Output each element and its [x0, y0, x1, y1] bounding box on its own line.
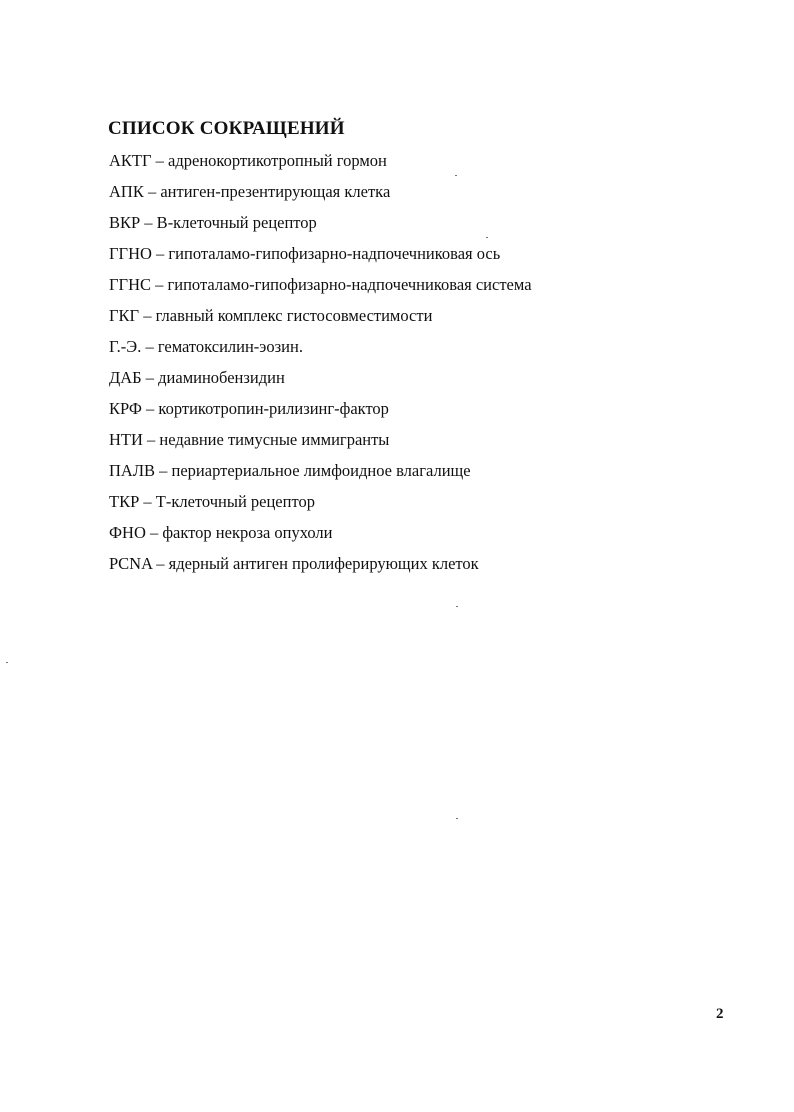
list-item: АКТГ – адренокортикотропный гормон [109, 151, 387, 170]
list-item: НТИ – недавние тимусные иммигранты [109, 430, 390, 449]
list-item: ГГНО – гипоталамо-гипофизарно-надпочечниковая ось [109, 244, 501, 263]
scan-speck [455, 175, 457, 176]
list-item: ВКР – В-клеточный рецептор [109, 213, 317, 232]
list-item: ДАБ – диаминобензидин [109, 368, 285, 387]
page-number: 2 [716, 1006, 724, 1022]
list-item: АПК – антиген-презентирующая клетка [109, 182, 391, 201]
list-item: ГГНС – гипоталамо-гипофизарно-надпочечниковая система [109, 275, 532, 294]
list-item: ФНО – фактор некроза опухоли [109, 523, 333, 542]
scan-speck [486, 237, 488, 238]
list-item: PCNA – ядерный антиген пролиферирующих клеток [109, 554, 479, 573]
list-item: Г.-Э. – гематоксилин-эозин. [109, 337, 303, 356]
list-item: КРФ – кортикотропин-рилизинг-фактор [109, 399, 389, 418]
scan-speck [456, 606, 458, 607]
list-item: ПАЛВ – периартериальное лимфоидное влагалище [109, 461, 471, 480]
abbreviation-list [109, 149, 532, 583]
scan-speck [6, 662, 8, 663]
list-item: ТКР – Т-клеточный рецептор [109, 492, 315, 511]
list-item: ГКГ – главный комплекс гистосовместимости [109, 306, 433, 325]
page-title: СПИСОК СОКРАЩЕНИЙ [108, 118, 345, 139]
scan-speck [456, 818, 458, 819]
